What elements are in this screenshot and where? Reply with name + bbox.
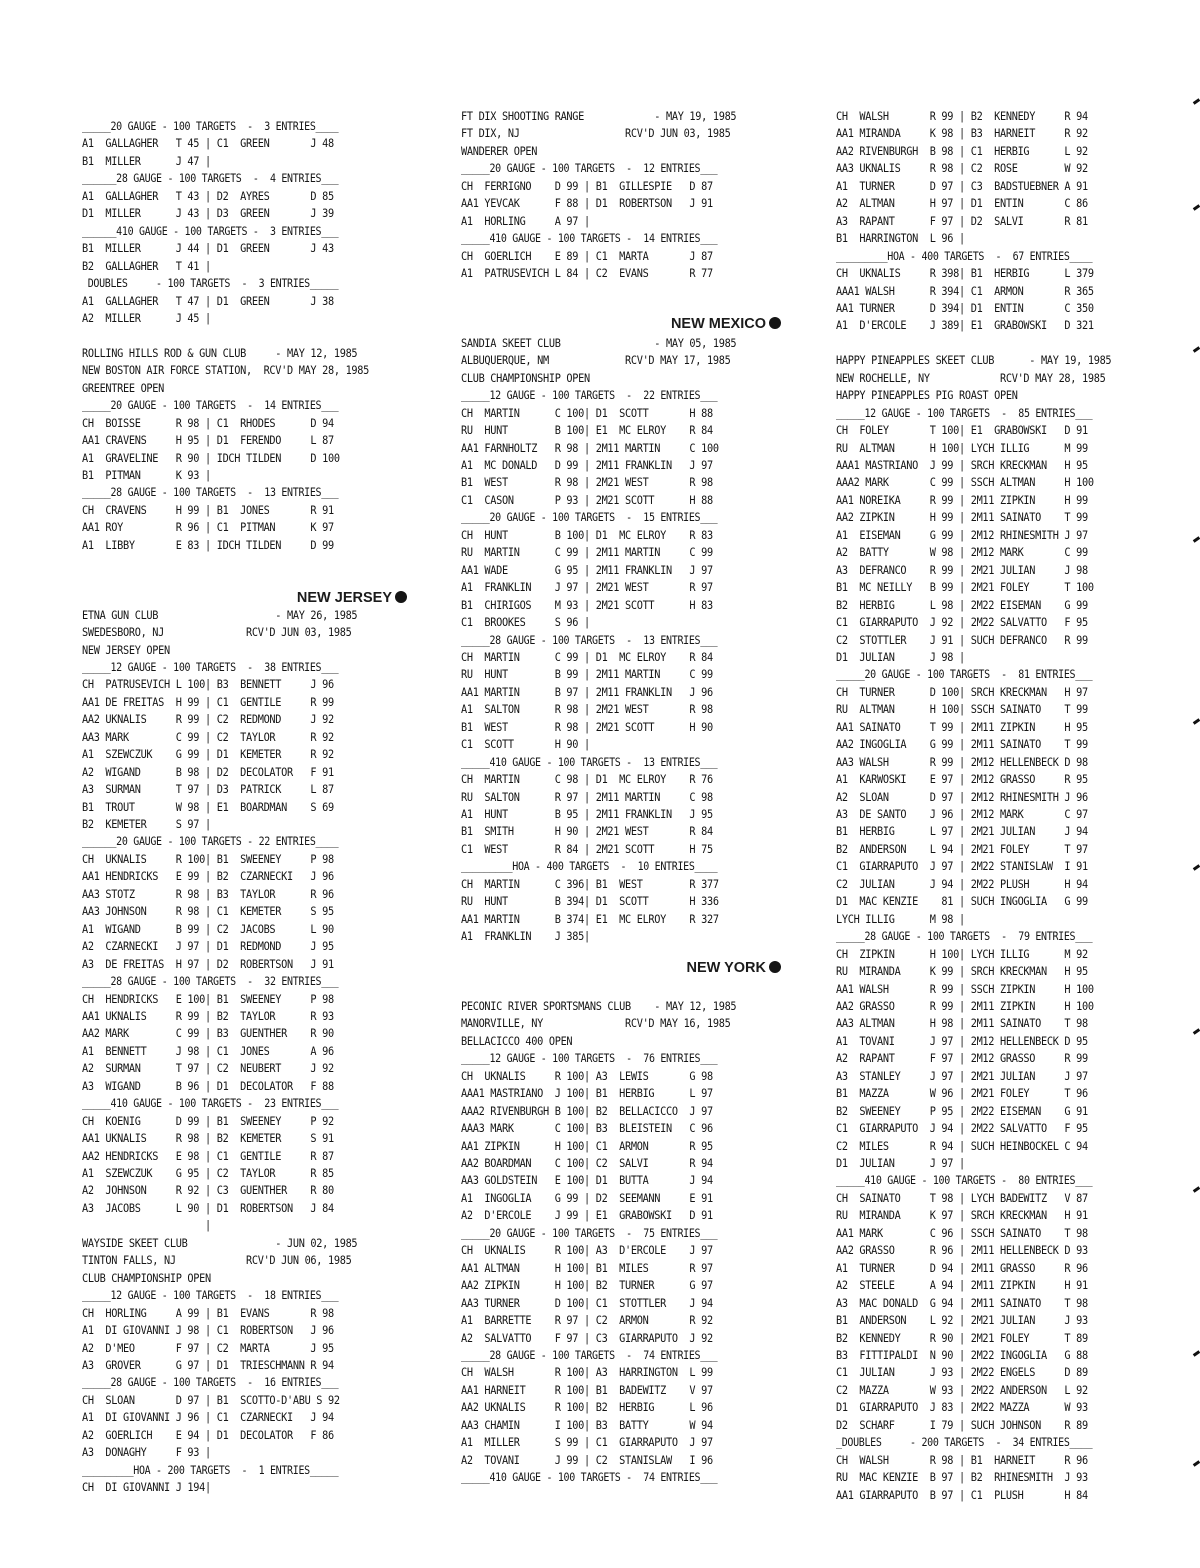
result-line: A2 WIGAND B 98 | D2 DECOLATOR F 91 [82, 764, 334, 779]
result-line: CH CRAVENS H 99 | B1 JONES R 91 [82, 502, 334, 517]
result-line: B1 MC NEILLY B 99 | 2M21 FOLEY T 100 [836, 580, 1094, 595]
result-line: A1 MILLER S 99 | C1 GIARRAPUTO J 97 [461, 1435, 713, 1450]
result-line: A1 KARWOSKI E 97 | 2M12 GRASSO R 95 [836, 772, 1088, 787]
result-line: AAA2 MARK C 99 | SSCH ALTMAN H 100 [836, 475, 1094, 490]
binding-mark [1193, 536, 1200, 542]
result-line: AA1 UKNALIS R 98 | B2 KEMETER S 91 [82, 1131, 334, 1146]
result-line: D1 MILLER J 43 | D3 GREEN J 39 [82, 206, 334, 221]
binding-mark [1193, 1460, 1200, 1466]
result-line: AA2 BOARDMAN C 100| C2 SALVI R 94 [461, 1156, 713, 1170]
result-line: AA3 CHAMIN I 100| B3 BATTY W 94 [461, 1417, 713, 1432]
binding-mark [1193, 98, 1200, 104]
result-line: WANDERER OPEN [461, 143, 538, 158]
result-line: CLUB CHAMPIONSHIP OPEN [82, 1270, 211, 1285]
event-header-line: _____28 GAUGE - 100 TARGETS - 74 ENTRIES___ [461, 1348, 718, 1362]
result-line: AA1 MIRANDA K 98 | B3 HARNEIT R 92 [836, 126, 1088, 141]
result-line: C1 GIARRAPUTO J 94 | 2M22 SALVATTO F 95 [836, 1121, 1088, 1136]
event-header-line: DOUBLES - 100 TARGETS - 3 ENTRIES_____ [82, 277, 339, 291]
result-line: A3 DE FREITAS H 97 | D2 ROBERTSON J 91 [82, 956, 334, 971]
result-line: AA1 MARTIN B 374| E1 MC ELROY R 327 [461, 911, 719, 926]
result-line: A2 D'ERCOLE J 99 | E1 GRABOWSKI D 91 [461, 1208, 713, 1223]
result-line: FT DIX, NJ RCV'D JUN 03, 1985 [461, 126, 731, 141]
result-line: BELLACICCO 400 OPEN [461, 1033, 573, 1048]
result-line: CH GOERLICH E 89 | C1 MARTA J 87 [461, 248, 713, 263]
result-line: A3 SURMAN T 97 | D3 PATRICK L 87 [82, 782, 334, 797]
result-line: D1 MAC KENZIE 81 | SUCH INGOGLIA G 99 [836, 894, 1088, 909]
event-header-line: _____12 GAUGE - 100 TARGETS - 38 ENTRIES___ [82, 660, 339, 674]
event-header-line: _________HOA - 400 TARGETS - 10 ENTRIES____ [461, 860, 718, 874]
event-header-line: _____20 GAUGE - 100 TARGETS - 75 ENTRIES___ [461, 1226, 718, 1240]
result-line: A3 WIGAND B 96 | D1 DECOLATOR F 88 [82, 1078, 334, 1093]
result-line: LYCH ILLIG M 98 | [836, 911, 965, 926]
result-line: SWEDESBORO, NJ RCV'D JUN 03, 1985 [82, 625, 352, 640]
result-line: RU MAC KENZIE B 97 | B2 RHINESMITH J 93 [836, 1470, 1088, 1485]
result-line: A1 HUNT B 95 | 2M11 FRANKLIN J 95 [461, 807, 713, 821]
binding-mark [1193, 864, 1200, 870]
result-line: AAA1 MASTRIANO J 100| B1 HERBIG L 97 [461, 1086, 713, 1101]
result-line: A3 RAPANT F 97 | D2 SALVI R 81 [836, 213, 1088, 228]
result-line: AA1 GIARRAPUTO B 97 | C1 PLUSH H 84 [836, 1487, 1088, 1502]
event-header-line: _DOUBLES - 200 TARGETS - 34 ENTRIES____ [836, 1436, 1093, 1450]
event-header-line: _____12 GAUGE - 100 TARGETS - 22 ENTRIES___ [461, 389, 718, 403]
result-line: AA3 TURNER D 100| C1 STOTTLER J 94 [461, 1295, 713, 1310]
bullet-dot-icon [769, 317, 781, 329]
result-line: C1 BROOKES S 96 | [461, 615, 590, 630]
result-line: A2 TOVANI J 99 | C2 STANISLAW I 96 [461, 1452, 713, 1467]
result-line: C1 JULIAN J 93 | 2M22 ENGELS D 89 [836, 1365, 1088, 1380]
result-line: B1 SMITH H 90 | 2M21 WEST R 84 [461, 824, 713, 839]
result-line: AA2 UKNALIS R 100| B2 HERBIG L 96 [461, 1400, 713, 1415]
result-line: CH UKNALIS R 100| A3 LEWIS G 98 [461, 1068, 713, 1083]
event-header-line: _________HOA - 400 TARGETS - 67 ENTRIES____ [836, 249, 1093, 263]
binding-mark [1193, 1028, 1200, 1034]
result-line: A2 ALTMAN H 97 | D1 ENTIN C 86 [836, 196, 1088, 211]
result-line: CH MARTIN C 99 | D1 MC ELROY R 84 [461, 649, 713, 664]
result-line: AA1 ZIPKIN H 100| C1 ARMON R 95 [461, 1138, 713, 1153]
result-line: CH HORLING A 99 | B1 EVANS R 98 [82, 1305, 334, 1320]
event-header-line: _____20 GAUGE - 100 TARGETS - 15 ENTRIES___ [461, 511, 718, 525]
result-line: CH SLOAN D 97 | B1 SCOTTO-D'ABU S 92 [82, 1392, 340, 1407]
result-line: A1 LIBBY E 83 | IDCH TILDEN D 99 [82, 537, 334, 552]
result-line: AA1 DE FREITAS H 99 | C1 GENTILE R 99 [82, 694, 334, 709]
result-line: CH PATRUSEVICH L 100| B3 BENNETT J 96 [82, 677, 334, 692]
result-line: AA2 GRASSO R 99 | 2M11 ZIPKIN H 100 [836, 998, 1094, 1013]
result-line: RU SALTON R 97 | 2M11 MARTIN C 98 [461, 789, 713, 804]
result-line: C1 GIARRAPUTO J 92 | 2M22 SALVATTO F 95 [836, 615, 1088, 630]
result-line: TINTON FALLS, NJ RCV'D JUN 06, 1985 [82, 1253, 352, 1268]
event-header-line: _____12 GAUGE - 100 TARGETS - 76 ENTRIES___ [461, 1052, 718, 1066]
result-line: B1 HERBIG L 97 | 2M21 JULIAN J 94 [836, 824, 1088, 839]
result-line: WAYSIDE SKEET CLUB - JUN 02, 1985 [82, 1235, 358, 1250]
result-line: A1 PATRUSEVICH L 84 | C2 EVANS R 77 [461, 266, 713, 281]
event-header-line: ______410 GAUGE - 100 TARGETS - 3 ENTRIES___ [82, 224, 339, 238]
event-header-line: ______28 GAUGE - 100 TARGETS - 4 ENTRIES___ [82, 172, 339, 186]
result-line: C1 WEST R 84 | 2M21 SCOTT H 75 [461, 841, 713, 856]
binding-mark [1193, 1350, 1200, 1356]
event-header-line: _________HOA - 200 TARGETS - 1 ENTRIES_____ [82, 1463, 339, 1477]
result-line: ALBUQUERQUE, NM RCV'D MAY 17, 1985 [461, 353, 731, 368]
event-header-line: _____28 GAUGE - 100 TARGETS - 16 ENTRIES___ [82, 1376, 339, 1390]
result-line: AA1 UKNALIS R 99 | B2 TAYLOR R 93 [82, 1008, 334, 1023]
result-line: CH TURNER D 100| SRCH KRECKMAN H 97 [836, 684, 1088, 699]
event-header-line: _____20 GAUGE - 100 TARGETS - 12 ENTRIES___ [461, 162, 718, 176]
result-line: A1 GALLAGHER T 45 | C1 GREEN J 48 [82, 136, 334, 151]
result-line: B1 MAZZA W 96 | 2M21 FOLEY T 96 [836, 1086, 1088, 1101]
result-line: A1 HORLING A 97 | [461, 213, 590, 228]
result-line: D1 JULIAN J 97 | [836, 1156, 965, 1170]
result-line: B2 KENNEDY R 90 | 2M21 FOLEY T 89 [836, 1330, 1088, 1345]
result-line: AA3 WALSH R 99 | 2M12 HELLENBECK D 98 [836, 754, 1088, 769]
result-line: D1 JULIAN J 98 | [836, 649, 965, 664]
result-line: CH SAINATO T 98 | LYCH BADEWITZ V 87 [836, 1190, 1088, 1205]
result-line: CH UKNALIS R 398| B1 HERBIG L 379 [836, 266, 1094, 281]
result-line: RU ALTMAN H 100| SSCH SAINATO T 99 [836, 702, 1088, 717]
result-line: A1 DI GIOVANNI J 96 | C1 CZARNECKI J 94 [82, 1410, 334, 1425]
result-line: A3 GROVER G 97 | D1 TRIESCHMANN R 94 [82, 1357, 334, 1372]
result-line: C2 JULIAN J 94 | 2M22 PLUSH H 94 [836, 876, 1088, 891]
result-line: CH UKNALIS R 100| A3 D'ERCOLE J 97 [461, 1243, 713, 1258]
event-header-line: _____410 GAUGE - 100 TARGETS - 23 ENTRIES___ [82, 1097, 339, 1111]
state-heading-new-jersey [82, 588, 407, 608]
result-line: B1 MILLER J 47 | [82, 153, 211, 168]
result-line: B1 MILLER J 44 | D1 GREEN J 43 [82, 241, 334, 256]
result-line: CLUB CHAMPIONSHIP OPEN [461, 370, 590, 385]
event-header-line: _____28 GAUGE - 100 TARGETS - 79 ENTRIES___ [836, 930, 1093, 944]
result-line: MANORVILLE, NY RCV'D MAY 16, 1985 [461, 1016, 731, 1031]
result-line: AA1 CRAVENS H 95 | D1 FERENDO L 87 [82, 433, 334, 448]
event-header-line: _____28 GAUGE - 100 TARGETS - 13 ENTRIES___ [461, 633, 718, 647]
result-line: C1 GIARRAPUTO J 97 | 2M22 STANISLAW I 91 [836, 859, 1088, 874]
result-line: A1 GALLAGHER T 47 | D1 GREEN J 38 [82, 293, 334, 308]
result-line: B3 FITTIPALDI N 90 | 2M22 INGOGLIA G 88 [836, 1347, 1088, 1362]
result-line: B1 CHIRIGOS M 93 | 2M21 SCOTT H 83 [461, 597, 713, 612]
result-line: AA1 WADE G 95 | 2M11 FRANKLIN J 97 [461, 562, 713, 577]
result-line: B1 WEST R 98 | 2M21 SCOTT H 90 [461, 719, 713, 734]
result-line: AA1 TURNER D 394| D1 ENTIN C 350 [836, 300, 1094, 315]
result-line: AA1 FARNHOLTZ R 98 | 2M11 MARTIN C 100 [461, 440, 719, 455]
result-line: A1 BARRETTE R 97 | C2 ARMON R 92 [461, 1313, 713, 1328]
event-header-line: _____20 GAUGE - 100 TARGETS - 14 ENTRIES___ [82, 399, 339, 413]
result-line: CH DI GIOVANNI J 194| [82, 1480, 211, 1495]
result-line: ETNA GUN CLUB - MAY 26, 1985 [82, 607, 358, 622]
event-header-line: _____20 GAUGE - 100 TARGETS - 3 ENTRIES____ [82, 120, 339, 133]
result-line: AAA3 MARK C 100| B3 BLEISTEIN C 96 [461, 1121, 713, 1136]
event-header-line: _____12 GAUGE - 100 TARGETS - 85 ENTRIES___ [836, 406, 1093, 420]
result-line: A2 GOERLICH E 94 | D1 DECOLATOR F 86 [82, 1427, 334, 1442]
result-line: CH WALSH R 100| A3 HARRINGTON L 99 [461, 1365, 713, 1380]
result-line: A2 JOHNSON R 92 | C3 GUENTHER R 80 [82, 1183, 334, 1198]
result-line: A3 STANLEY J 97 | 2M21 JULIAN J 97 [836, 1068, 1088, 1083]
result-line: A3 DEFRANCO R 99 | 2M21 JULIAN J 98 [836, 562, 1088, 577]
result-line: A1 MC DONALD D 99 | 2M11 FRANKLIN J 97 [461, 458, 713, 472]
result-line: B2 SWEENEY P 95 | 2M22 EISEMAN G 91 [836, 1103, 1088, 1118]
result-line: D2 SCHARF I 79 | SUCH JOHNSON R 89 [836, 1417, 1088, 1432]
result-line: AA3 ALTMAN H 98 | 2M11 SAINATO T 98 [836, 1016, 1088, 1031]
result-line: C2 MILES R 94 | SUCH HEINBOCKEL C 94 [836, 1138, 1088, 1153]
result-line: AA2 RIVENBURGH B 98 | C1 HERBIG L 92 [836, 143, 1088, 158]
result-line: PECONIC RIVER SPORTSMANS CLUB - MAY 12, 1985 [461, 998, 737, 1013]
result-line: RU MIRANDA K 99 | SRCH KRECKMAN H 95 [836, 964, 1088, 979]
result-line: A1 TURNER D 94 | 2M11 GRASSO R 96 [836, 1260, 1088, 1275]
result-line: RU HUNT B 394| D1 SCOTT H 336 [461, 894, 719, 909]
result-line: A1 BENNETT J 98 | C1 JONES A 96 [82, 1043, 334, 1058]
result-line: SANDIA SKEET CLUB - MAY 05, 1985 [461, 335, 737, 350]
result-line: AAA1 WALSH R 394| C1 ARMON R 365 [836, 283, 1094, 298]
result-line: B1 PITMAN K 93 | [82, 468, 211, 482]
event-header-line: _____20 GAUGE - 100 TARGETS - 81 ENTRIES___ [836, 668, 1093, 682]
result-line: AA3 JOHNSON R 98 | C1 KEMETER S 95 [82, 904, 334, 919]
result-line: B1 WEST R 98 | 2M21 WEST R 98 [461, 475, 713, 490]
binding-mark [1193, 718, 1200, 724]
result-line: A1 TURNER D 97 | C3 BADSTUEBNER A 91 [836, 178, 1088, 193]
result-line: AA1 ALTMAN H 100| B1 MILES R 97 [461, 1260, 713, 1275]
result-line: CH FERRIGNO D 99 | B1 GILLESPIE D 87 [461, 178, 713, 193]
result-line: AA2 ZIPKIN H 99 | 2M11 SAINATO T 99 [836, 510, 1088, 525]
result-line: A1 D'ERCOLE J 389| E1 GRABOWSKI D 321 [836, 318, 1094, 333]
result-line: CH MARTIN C 100| D1 SCOTT H 88 [461, 405, 713, 420]
result-line: A1 SZEWCZUK G 95 | C2 TAYLOR R 85 [82, 1166, 334, 1180]
result-line: CH BOISSE R 98 | C1 RHODES D 94 [82, 415, 334, 430]
state-heading-new-york [461, 958, 781, 978]
result-line: A1 WIGAND B 99 | C2 JACOBS L 90 [82, 921, 334, 936]
result-line: A1 DI GIOVANNI J 98 | C1 ROBERTSON J 96 [82, 1323, 334, 1338]
event-header-line: _____410 GAUGE - 100 TARGETS - 14 ENTRIES___ [461, 232, 718, 246]
result-line: AA2 ZIPKIN H 100| B2 TURNER G 97 [461, 1278, 713, 1293]
result-line: A1 FRANKLIN J 97 | 2M21 WEST R 97 [461, 580, 713, 595]
result-line: AA1 YEVCAK F 88 | D1 ROBERTSON J 91 [461, 196, 713, 211]
result-line: CH WALSH R 99 | B2 KENNEDY R 94 [836, 109, 1088, 123]
result-line: C1 CASON P 93 | 2M21 SCOTT H 88 [461, 492, 713, 507]
event-header-line: _____12 GAUGE - 100 TARGETS - 18 ENTRIES___ [82, 1289, 339, 1303]
result-line: AA2 HENDRICKS E 98 | C1 GENTILE R 87 [82, 1148, 334, 1163]
state-heading-new-mexico [461, 314, 781, 334]
result-line: A3 DONAGHY F 93 | [82, 1445, 211, 1460]
result-line: CH MARTIN C 98 | D1 MC ELROY R 76 [461, 772, 713, 787]
result-line: RU HUNT B 100| E1 MC ELROY R 84 [461, 423, 713, 438]
result-line: CH ZIPKIN H 100| LYCH ILLIG M 92 [836, 946, 1088, 961]
result-line: A1 SZEWCZUK G 99 | D1 KEMETER R 92 [82, 747, 334, 762]
event-header-line: _____410 GAUGE - 100 TARGETS - 13 ENTRIES___ [461, 755, 718, 769]
result-line: A2 SURMAN T 97 | C2 NEUBERT J 92 [82, 1061, 334, 1076]
result-line: AA1 WALSH R 99 | SSCH ZIPKIN H 100 [836, 981, 1094, 996]
result-line: NEW BOSTON AIR FORCE STATION, RCV'D MAY 28, 1985 [82, 363, 370, 378]
result-line: AA1 MARTIN B 97 | 2M11 FRANKLIN J 96 [461, 684, 713, 699]
result-line: CH KOENIG D 99 | B1 SWEENEY P 92 [82, 1113, 334, 1128]
result-line: B2 GALLAGHER T 41 | [82, 258, 211, 273]
state-heading-label: NEW JERSEY [296, 590, 392, 606]
result-line: A2 MILLER J 45 | [82, 310, 211, 325]
result-line: AA1 HARNEIT R 100| B1 BADEWITZ V 97 [461, 1382, 713, 1397]
result-line: A1 EISEMAN G 99 | 2M12 RHINESMITH J 97 [836, 527, 1088, 542]
result-line: A2 CZARNECKI J 97 | D1 REDMOND J 95 [82, 939, 334, 954]
result-line: RU ALTMAN H 100| LYCH ILLIG M 99 [836, 440, 1088, 455]
binding-mark [1193, 1186, 1200, 1192]
result-line: AA2 UKNALIS R 99 | C2 REDMOND J 92 [82, 712, 334, 727]
result-line: CH HENDRICKS E 100| B1 SWEENEY P 98 [82, 991, 334, 1006]
result-line: AA3 GOLDSTEIN E 100| D1 BUTTA J 94 [461, 1173, 713, 1188]
result-line: C2 STOTTLER J 91 | SUCH DEFRANCO R 99 [836, 632, 1088, 647]
result-line: B2 HERBIG L 98 | 2M22 EISEMAN G 99 [836, 597, 1088, 612]
result-line: C1 SCOTT H 90 | [461, 737, 590, 752]
result-line: CH UKNALIS R 100| B1 SWEENEY P 98 [82, 851, 334, 866]
event-header-line: _____410 GAUGE - 100 TARGETS - 80 ENTRIES___ [836, 1174, 1093, 1188]
bullet-dot-icon [395, 591, 407, 603]
result-line: A2 RAPANT F 97 | 2M12 GRASSO R 99 [836, 1051, 1088, 1066]
result-line: AAA2 RIVENBURGH B 100| B2 BELLACICCO J 97 [461, 1103, 713, 1118]
result-line: CH FOLEY T 100| E1 GRABOWSKI D 91 [836, 423, 1088, 438]
result-line: RU HUNT B 99 | 2M11 MARTIN C 99 [461, 667, 713, 682]
result-line: D1 GIARRAPUTO J 83 | 2M22 MAZZA W 93 [836, 1400, 1088, 1415]
result-line: B1 HARRINGTON L 96 | [836, 231, 965, 246]
result-line: A1 GALLAGHER T 43 | D2 AYRES D 85 [82, 188, 334, 203]
result-line: NEW ROCHELLE, NY RCV'D MAY 28, 1985 [836, 370, 1106, 385]
result-line: A1 FRANKLIN J 385| [461, 929, 590, 944]
result-line: FT DIX SHOOTING RANGE - MAY 19, 1985 [461, 109, 737, 123]
result-line: GREENTREE OPEN [82, 380, 164, 395]
result-line: A1 TOVANI J 97 | 2M12 HELLENBECK D 95 [836, 1033, 1088, 1048]
result-line: AA1 HENDRICKS E 99 | B2 CZARNECKI J 96 [82, 869, 334, 884]
result-line: AA3 UKNALIS R 98 | C2 ROSE W 92 [836, 161, 1088, 176]
result-line: A1 SALTON R 98 | 2M21 WEST R 98 [461, 702, 713, 717]
result-line: A3 DE SANTO J 96 | 2M12 MARK C 97 [836, 807, 1088, 821]
result-line: B1 ANDERSON L 92 | 2M21 JULIAN J 93 [836, 1313, 1088, 1328]
result-line: CH HUNT B 100| D1 MC ELROY R 83 [461, 527, 713, 542]
result-line: AA2 GRASSO R 96 | 2M11 HELLENBECK D 93 [836, 1243, 1088, 1258]
event-header-line: _____28 GAUGE - 100 TARGETS - 32 ENTRIES___ [82, 975, 339, 989]
binding-mark [1193, 346, 1200, 352]
result-line: HAPPY PINEAPPLES PIG ROAST OPEN [836, 388, 1018, 403]
result-line: A2 SLOAN D 97 | 2M12 RHINESMITH J 96 [836, 789, 1088, 804]
result-line: AA1 ROY R 96 | C1 PITMAN K 97 [82, 520, 334, 535]
result-line: B1 TROUT W 98 | E1 BOARDMAN S 69 [82, 799, 334, 814]
result-line: A3 MAC DONALD G 94 | 2M11 SAINATO T 98 [836, 1295, 1088, 1310]
result-line: A1 INGOGLIA G 99 | D2 SEEMANN E 91 [461, 1190, 713, 1205]
result-line: A1 GRAVELINE R 90 | IDCH TILDEN D 100 [82, 450, 340, 465]
result-line: CH WALSH R 98 | B1 HARNEIT R 96 [836, 1452, 1088, 1467]
result-line: AAA1 MASTRIANO J 99 | SRCH KRECKMAN H 95 [836, 458, 1088, 472]
result-line: AA3 MARK C 99 | C2 TAYLOR R 92 [82, 729, 334, 744]
state-heading-label: NEW MEXICO [670, 316, 766, 332]
result-line: AA2 INGOGLIA G 99 | 2M11 SAINATO T 99 [836, 737, 1088, 752]
result-line: A2 D'MEO F 97 | C2 MARTA J 95 [82, 1340, 334, 1355]
result-line: NEW JERSEY OPEN [82, 642, 170, 657]
result-line: A3 JACOBS L 90 | D1 ROBERTSON J 84 [82, 1200, 334, 1215]
result-line: A2 SALVATTO F 97 | C3 GIARRAPUTO J 92 [461, 1330, 713, 1345]
result-line: AA3 STOTZ R 98 | B3 TAYLOR R 96 [82, 886, 334, 901]
event-header-line: _____28 GAUGE - 100 TARGETS - 13 ENTRIES___ [82, 486, 339, 500]
result-line: A2 STEELE A 94 | 2M11 ZIPKIN H 91 [836, 1278, 1088, 1293]
result-line: AA1 NOREIKA R 99 | 2M11 ZIPKIN H 99 [836, 492, 1088, 507]
result-line: CH MARTIN C 396| B1 WEST R 377 [461, 876, 719, 891]
result-line: AA1 SAINATO T 99 | 2M11 ZIPKIN H 95 [836, 719, 1088, 734]
result-line: AA1 MARK C 96 | SSCH SAINATO T 98 [836, 1225, 1088, 1240]
result-line: C2 MAZZA W 93 | 2M22 ANDERSON L 92 [836, 1382, 1088, 1397]
result-line: ROLLING HILLS ROD & GUN CLUB - MAY 12, 1985 [82, 345, 358, 360]
state-heading-label: NEW YORK [686, 960, 766, 976]
result-line: RU MARTIN C 99 | 2M11 MARTIN C 99 [461, 545, 713, 560]
result-line: HAPPY PINEAPPLES SKEET CLUB - MAY 19, 1985 [836, 353, 1112, 368]
result-line: AA2 MARK C 99 | B3 GUENTHER R 90 [82, 1026, 334, 1041]
result-line: B2 ANDERSON L 94 | 2M21 FOLEY T 97 [836, 841, 1088, 856]
result-line: | [82, 1218, 211, 1233]
result-line: RU MIRANDA K 97 | SRCH KRECKMAN H 91 [836, 1208, 1088, 1223]
event-header-line: _____410 GAUGE - 100 TARGETS - 74 ENTRIES___ [461, 1471, 718, 1485]
result-line: B2 KEMETER S 97 | [82, 817, 211, 831]
bullet-dot-icon [769, 961, 781, 973]
event-header-line: ______20 GAUGE - 100 TARGETS - 22 ENTRIES____ [82, 835, 339, 849]
binding-mark [1193, 204, 1200, 210]
result-line: A2 BATTY W 98 | 2M12 MARK C 99 [836, 545, 1088, 560]
